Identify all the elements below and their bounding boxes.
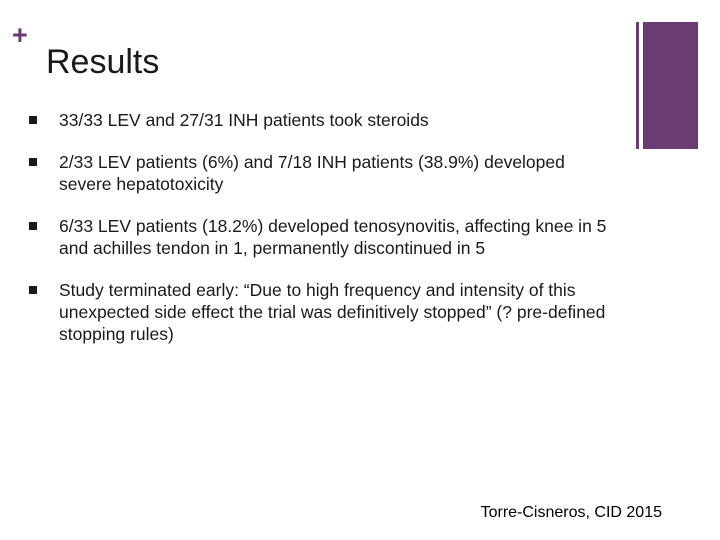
accent-bar-thick bbox=[643, 22, 698, 149]
square-bullet-icon bbox=[29, 222, 37, 230]
bullet-item bbox=[28, 109, 618, 131]
square-bullet-icon bbox=[29, 158, 37, 166]
slide-title: Results bbox=[46, 43, 160, 81]
bullet-list bbox=[28, 109, 618, 345]
bullet-text: 6/33 LEV patients (18.2%) developed tenosynovitis, affecting knee in 5 and achilles tendon in 1, permanently discontinued in 5 bbox=[59, 216, 607, 258]
citation: Torre-Cisneros, CID 2015 bbox=[480, 504, 662, 521]
square-bullet-icon bbox=[29, 116, 37, 124]
plus-icon: + bbox=[12, 20, 28, 50]
bullet-item bbox=[28, 151, 618, 195]
bullet-item bbox=[28, 215, 618, 259]
bullet-text: 33/33 LEV and 27/31 INH patients took steroids bbox=[59, 110, 429, 130]
accent-bar-thin bbox=[636, 22, 639, 149]
bullet-text: Study terminated early: “Due to high frequency and intensity of this unexpected side effect the trial was definitively stopped” (? pre-defined stopping rules) bbox=[59, 280, 606, 344]
square-bullet-icon bbox=[29, 286, 37, 294]
bullet-item bbox=[28, 279, 618, 345]
bullet-text: 2/33 LEV patients (6%) and 7/18 INH patients (38.9%) developed severe hepatotoxicity bbox=[59, 152, 565, 194]
